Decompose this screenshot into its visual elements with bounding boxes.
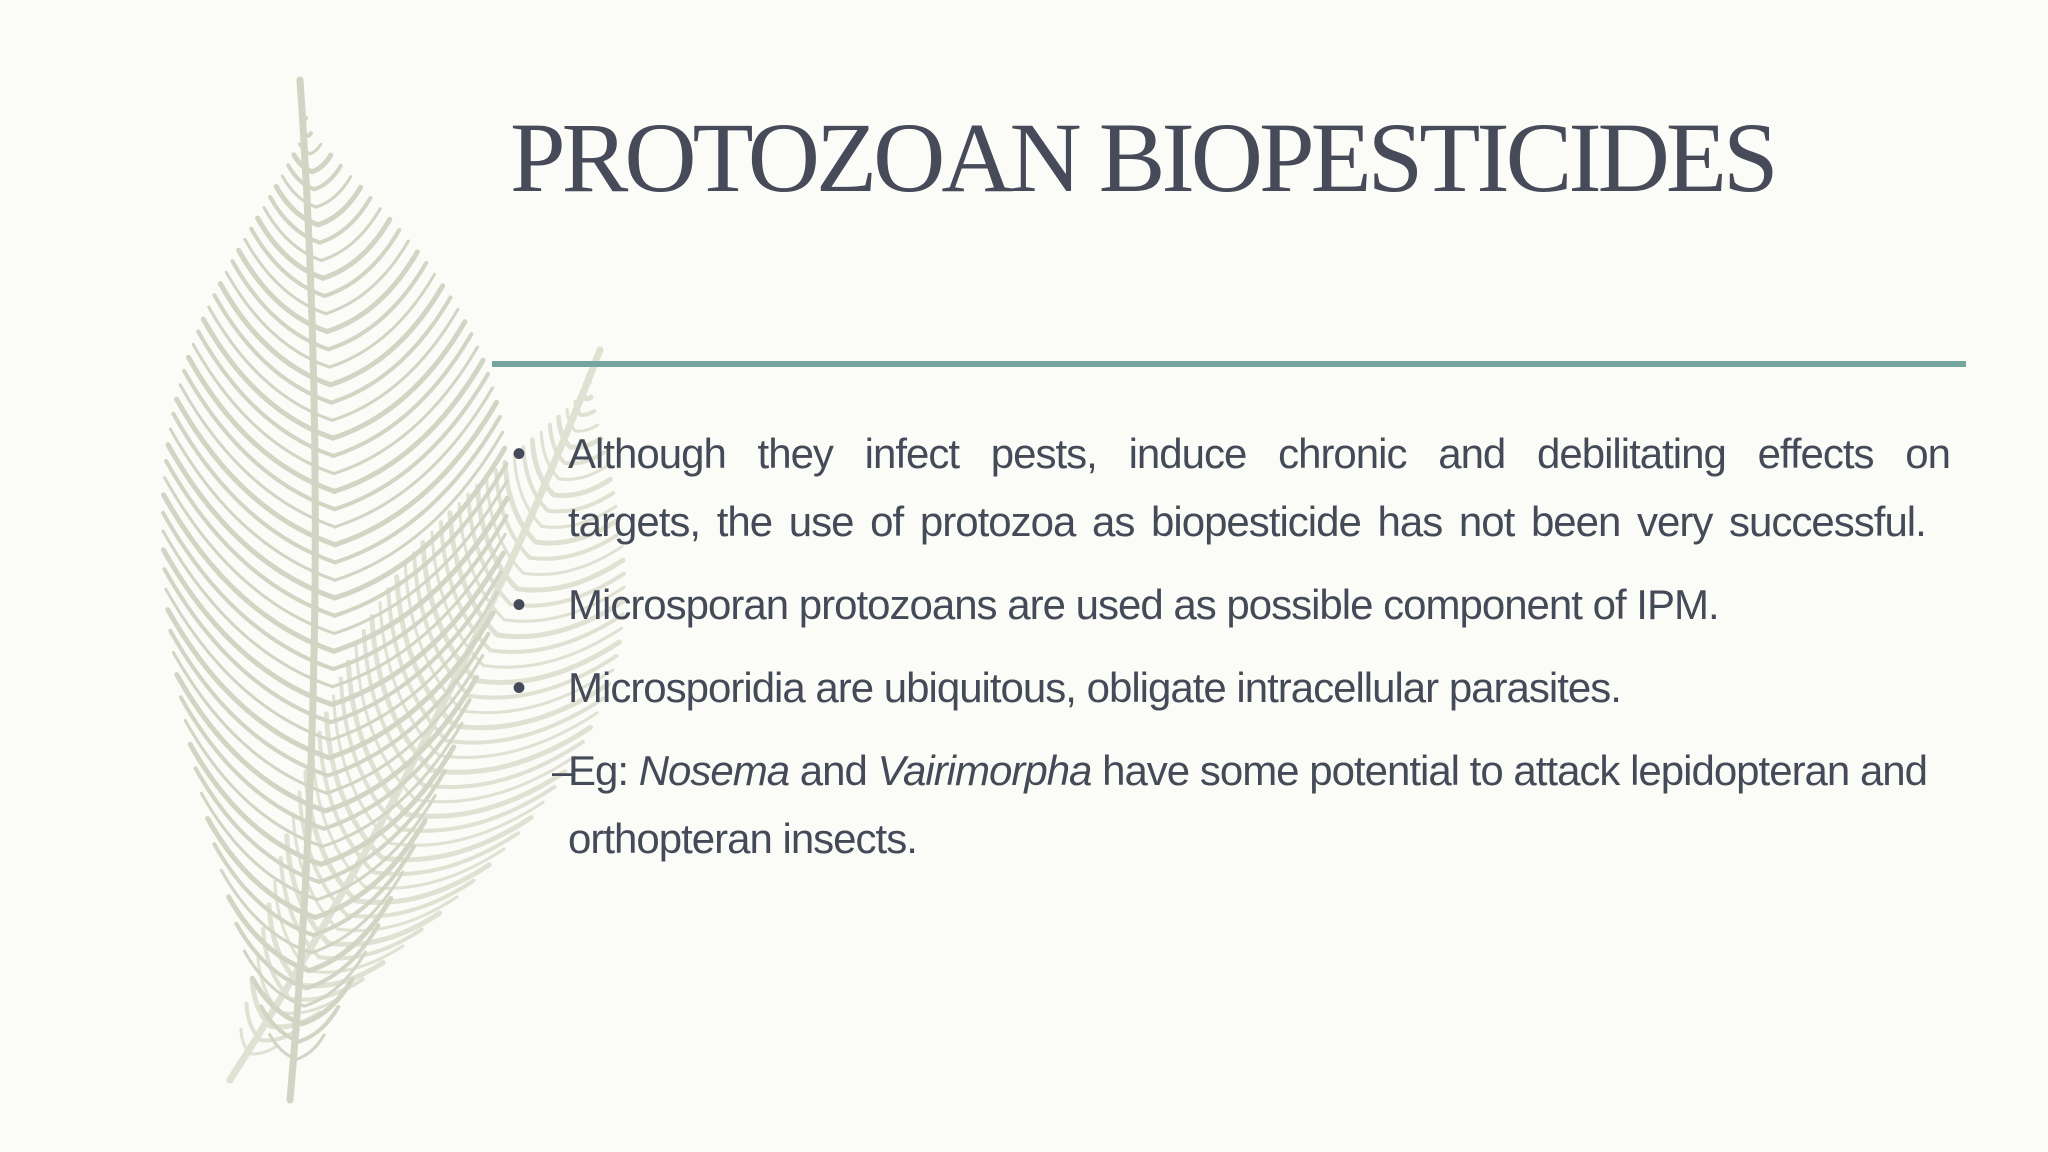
sub-bullet-lead: Eg: (568, 747, 629, 794)
bullet-text: Although they infect pests, induce chronic and debilitating effects on targets, the use of protozoa as biopesticide has not been very successful. (568, 430, 1950, 545)
slide-body (510, 420, 1950, 873)
sub-bullet-joiner: and (799, 747, 867, 794)
bullet-text: Microsporidia are ubiquitous, obligate intracellular parasites. (568, 664, 1621, 711)
bullet-item (510, 654, 1950, 722)
genus-nosema: Nosema (638, 747, 790, 794)
bullet-item (510, 420, 1950, 556)
sub-bullet-rest: have some potential to attack lepidopteran and orthopteran insects. (568, 747, 1928, 862)
bullet-dot: • (512, 432, 526, 476)
genus-vairimorpha: Vairimorpha (877, 747, 1092, 794)
bullet-item (510, 571, 1950, 639)
slide-title: PROTOZOAN BIOPESTICIDES (510, 102, 1775, 213)
sub-bullet-item (510, 737, 1950, 873)
title-divider (492, 361, 1966, 367)
bullet-text: Microsporan protozoans are used as possible component of IPM. (568, 581, 1719, 628)
sub-bullet-dash: – (552, 747, 575, 794)
bullet-dot: • (512, 666, 526, 710)
bullet-dot: • (512, 583, 526, 627)
